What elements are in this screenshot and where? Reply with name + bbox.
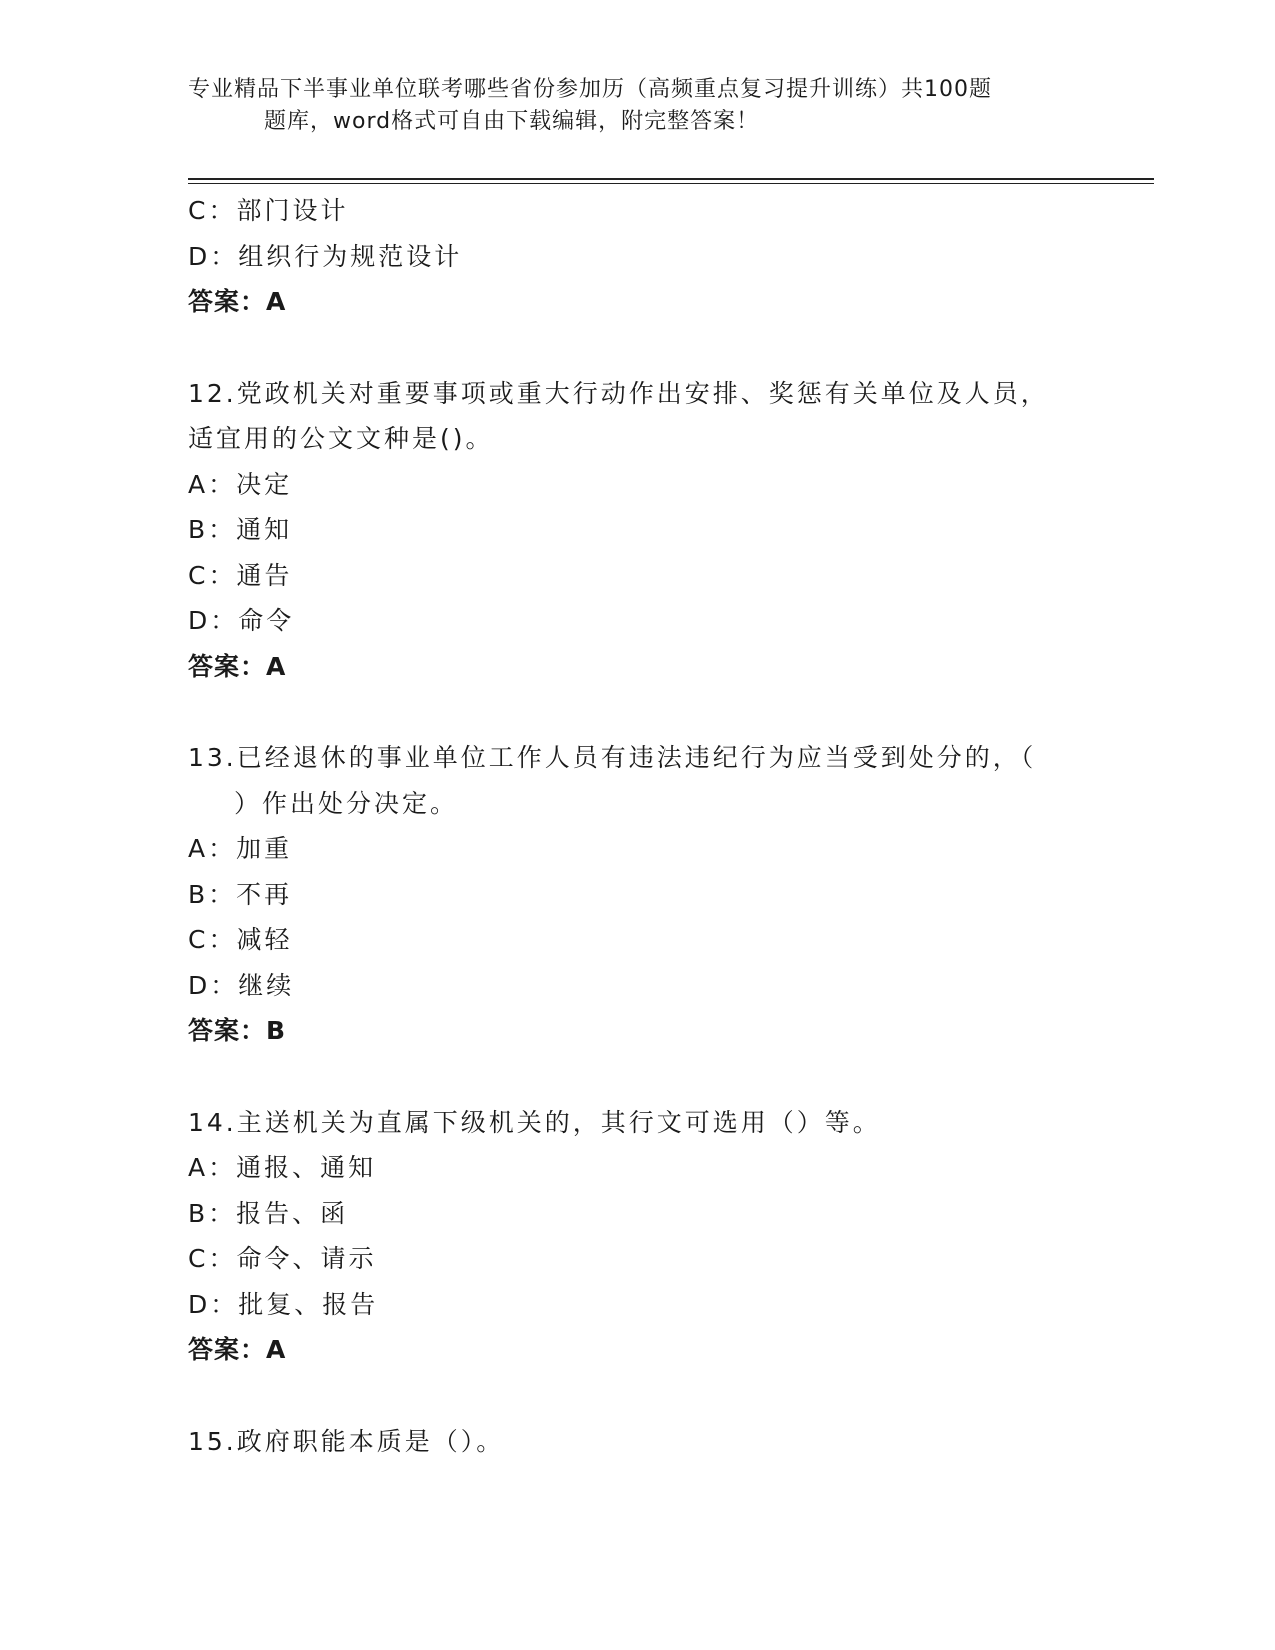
question-stem: 15.政府职能本质是（）。 [188,1426,505,1456]
header-title-line1: 专业精品下半事业单位联考哪些省份参加历（高频重点复习提升训练）共100题 [188,77,992,102]
spacer [188,1373,1088,1419]
answer-label: 答案：A [188,1335,287,1364]
option-d: D：组织行为规范设计 [188,241,463,271]
header-title-line2: 题库，word格式可自由下载编辑，附完整答案！ [264,109,760,134]
option-d: D：继续 [188,970,295,1000]
option-b: B：不再 [188,879,293,909]
question-stem: 12.党政机关对重要事项或重大行动作出安排、奖惩有关单位及人员， [188,378,1049,408]
spacer [188,689,1088,735]
option-c: C：部门设计 [188,196,349,225]
spacer [188,1054,1088,1100]
option-b: B：报告、函 [188,1198,349,1228]
header-divider-thick [188,178,1154,180]
option-a: A：通报、通知 [188,1153,377,1182]
header-divider-thin [188,183,1154,184]
answer-label: 答案：A [188,651,287,681]
option-d: D：命令 [188,606,295,635]
spacer [188,325,1088,371]
option-a: A：加重 [188,834,293,863]
question-stem: 13.已经退休的事业单位工作人员有违法违纪行为应当受到处分的，（ [188,743,1037,772]
question-stem: 14.主送机关为直属下级机关的，其行文可选用（）等。 [188,1107,881,1137]
question-list [188,188,1088,1464]
option-a: A：决定 [188,469,293,499]
option-b: B：通知 [188,515,293,544]
answer-label: 答案：A [188,287,287,316]
question-13 [188,735,1088,1054]
document-header [188,74,1068,138]
question-stem-continued: 适宜用的公文文种是()。 [188,424,494,453]
question-14 [188,1100,1088,1373]
option-c: C：通告 [188,560,293,590]
question-11 [188,188,1088,325]
question-15 [188,1419,1088,1465]
option-d: D：批复、报告 [188,1289,379,1319]
question-12 [188,371,1088,690]
answer-label: 答案：B [188,1016,287,1045]
option-c: C：减轻 [188,925,293,954]
option-c: C：命令、请示 [188,1244,377,1273]
question-stem-continued: ）作出处分决定。 [234,788,459,818]
